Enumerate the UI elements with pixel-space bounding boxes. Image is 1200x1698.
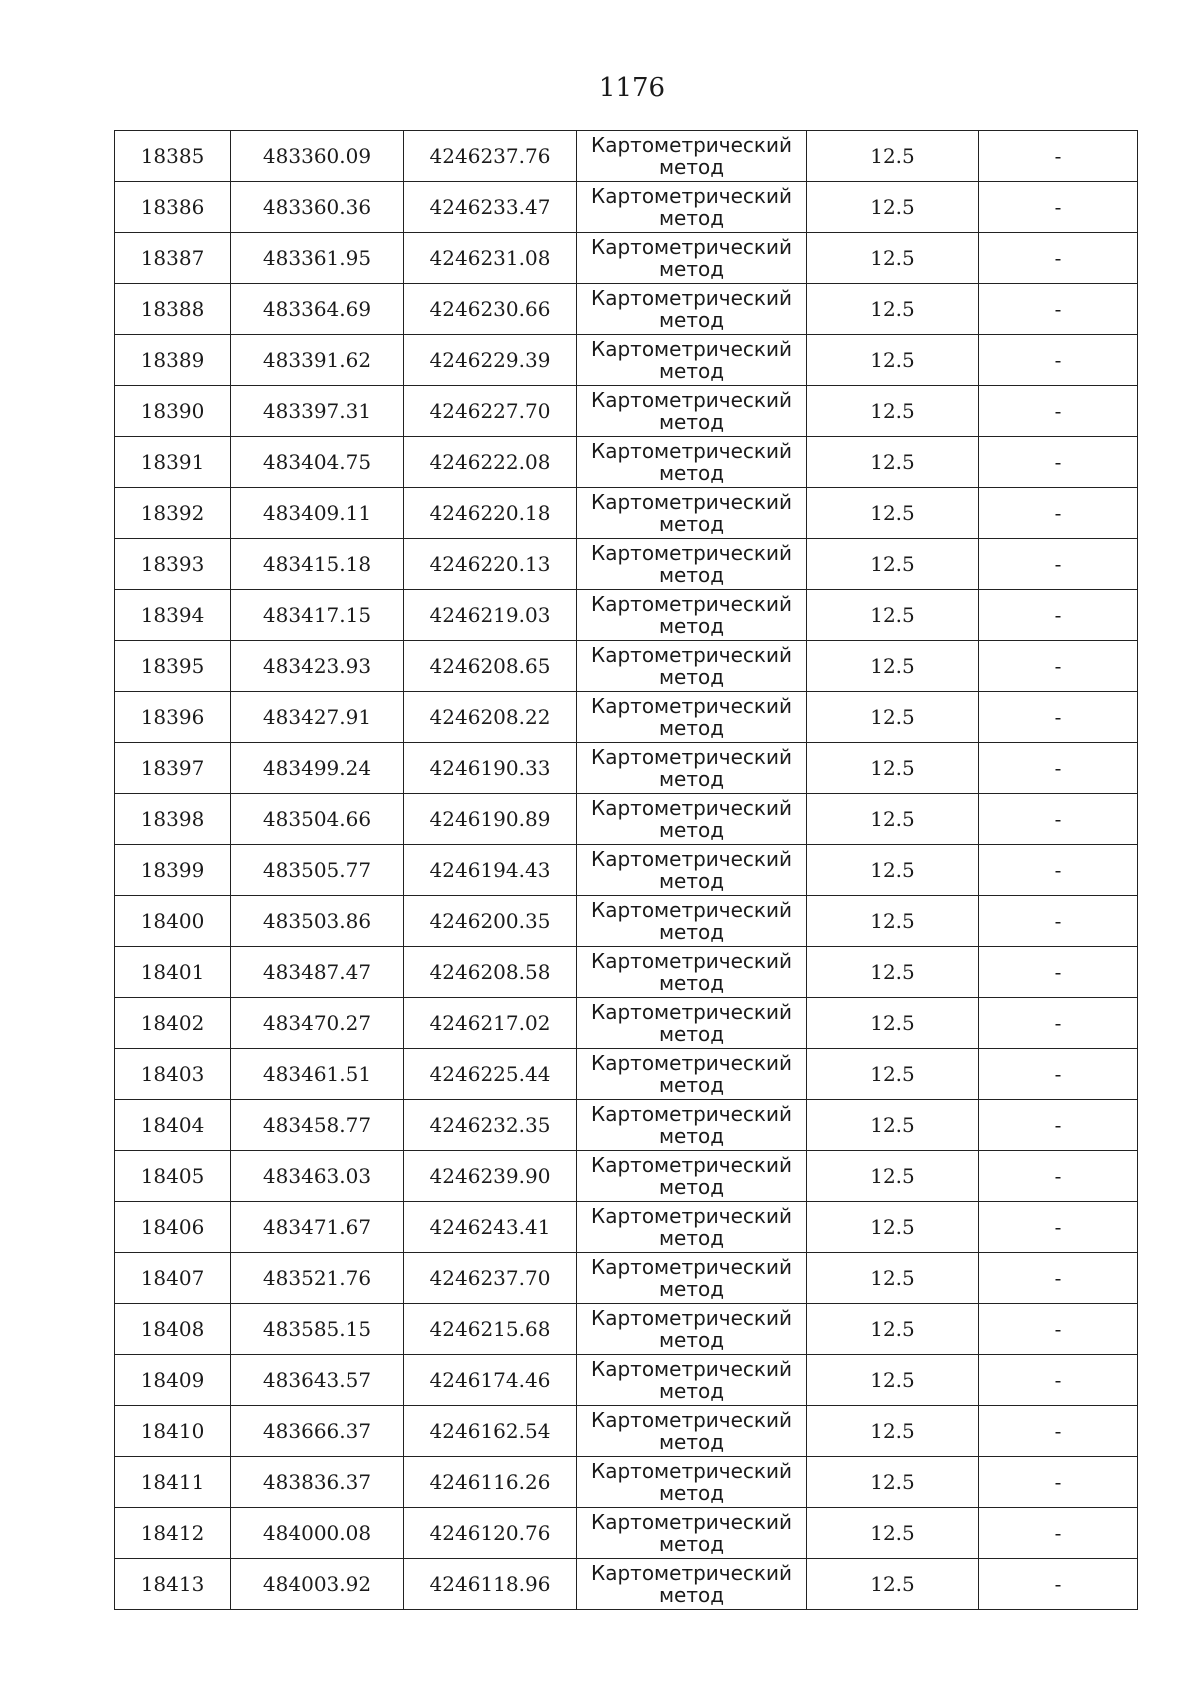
accuracy-cell: 12.5 (807, 794, 979, 845)
accuracy-cell: 12.5 (807, 335, 979, 386)
y-coordinate-cell: 4246208.22 (404, 692, 577, 743)
accuracy-cell: 12.5 (807, 1508, 979, 1559)
x-coordinate-cell: 483360.36 (231, 182, 404, 233)
method-line-2: метод (658, 1175, 725, 1199)
table-row (115, 641, 1138, 692)
point-number-cell: 18397 (115, 743, 231, 794)
accuracy-cell: 12.5 (807, 284, 979, 335)
method-cell (577, 998, 807, 1049)
method-line-1: Картометрический (591, 1255, 792, 1279)
x-coordinate-cell: 483499.24 (231, 743, 404, 794)
table-row (115, 1355, 1138, 1406)
y-coordinate-cell: 4246162.54 (404, 1406, 577, 1457)
method-line-2: метод (658, 869, 725, 893)
method-cell (577, 1151, 807, 1202)
y-coordinate-cell: 4246229.39 (404, 335, 577, 386)
accuracy-cell: 12.5 (807, 1355, 979, 1406)
y-coordinate-cell: 4246116.26 (404, 1457, 577, 1508)
method-cell (577, 437, 807, 488)
method-cell (577, 131, 807, 182)
method-line-1: Картометрический (591, 1510, 792, 1534)
note-cell: - (979, 1355, 1138, 1406)
method-line-1: Картометрический (591, 337, 792, 361)
table-row (115, 845, 1138, 896)
note-cell: - (979, 1202, 1138, 1253)
y-coordinate-cell: 4246208.58 (404, 947, 577, 998)
x-coordinate-cell: 483417.15 (231, 590, 404, 641)
x-coordinate-cell: 483836.37 (231, 1457, 404, 1508)
note-cell: - (979, 1049, 1138, 1100)
accuracy-cell: 12.5 (807, 1457, 979, 1508)
note-cell: - (979, 1508, 1138, 1559)
point-number-cell: 18410 (115, 1406, 231, 1457)
point-number-cell: 18407 (115, 1253, 231, 1304)
method-line-1: Картометрический (591, 133, 792, 157)
accuracy-cell: 12.5 (807, 947, 979, 998)
method-line-2: метод (658, 1073, 725, 1097)
x-coordinate-cell: 483415.18 (231, 539, 404, 590)
page-number: 1176 (598, 73, 666, 103)
method-cell (577, 845, 807, 896)
point-number-cell: 18404 (115, 1100, 231, 1151)
x-coordinate-cell: 483458.77 (231, 1100, 404, 1151)
method-line-1: Картометрический (591, 439, 792, 463)
y-coordinate-cell: 4246237.70 (404, 1253, 577, 1304)
method-cell (577, 1253, 807, 1304)
table-row (115, 1406, 1138, 1457)
method-line-2: метод (658, 155, 725, 179)
point-number-cell: 18403 (115, 1049, 231, 1100)
method-line-2: метод (658, 971, 725, 995)
y-coordinate-cell: 4246118.96 (404, 1559, 577, 1610)
table-row (115, 998, 1138, 1049)
point-number-cell: 18398 (115, 794, 231, 845)
y-coordinate-cell: 4246230.66 (404, 284, 577, 335)
point-number-cell: 18386 (115, 182, 231, 233)
y-coordinate-cell: 4246174.46 (404, 1355, 577, 1406)
accuracy-cell: 12.5 (807, 1304, 979, 1355)
accuracy-cell: 12.5 (807, 590, 979, 641)
method-line-1: Картометрический (591, 1204, 792, 1228)
method-line-1: Картометрический (591, 1459, 792, 1483)
point-number-cell: 18412 (115, 1508, 231, 1559)
method-cell (577, 1559, 807, 1610)
y-coordinate-cell: 4246233.47 (404, 182, 577, 233)
method-line-2: метод (658, 461, 725, 485)
note-cell: - (979, 1253, 1138, 1304)
table-row (115, 1457, 1138, 1508)
point-number-cell: 18395 (115, 641, 231, 692)
x-coordinate-cell: 483505.77 (231, 845, 404, 896)
method-line-1: Картометрический (591, 1102, 792, 1126)
method-line-2: метод (658, 1532, 725, 1556)
table-row (115, 386, 1138, 437)
point-number-cell: 18394 (115, 590, 231, 641)
x-coordinate-cell: 483391.62 (231, 335, 404, 386)
method-cell (577, 233, 807, 284)
point-number-cell: 18399 (115, 845, 231, 896)
method-line-1: Картометрический (591, 490, 792, 514)
y-coordinate-cell: 4246239.90 (404, 1151, 577, 1202)
table-row (115, 488, 1138, 539)
table-row (115, 1253, 1138, 1304)
method-cell (577, 1100, 807, 1151)
y-coordinate-cell: 4246194.43 (404, 845, 577, 896)
table-row (115, 896, 1138, 947)
method-line-1: Картометрический (591, 1051, 792, 1075)
point-number-cell: 18401 (115, 947, 231, 998)
method-line-2: метод (658, 308, 725, 332)
point-number-cell: 18388 (115, 284, 231, 335)
x-coordinate-cell: 483360.09 (231, 131, 404, 182)
method-line-2: метод (658, 512, 725, 536)
method-line-1: Картометрический (591, 694, 792, 718)
note-cell: - (979, 335, 1138, 386)
method-line-2: метод (658, 716, 725, 740)
coordinates-table-body (115, 131, 1138, 1610)
table-row (115, 692, 1138, 743)
note-cell: - (979, 998, 1138, 1049)
method-line-1: Картометрический (591, 847, 792, 871)
x-coordinate-cell: 484003.92 (231, 1559, 404, 1610)
method-line-2: метод (658, 1277, 725, 1301)
method-line-2: метод (658, 614, 725, 638)
table-row (115, 1202, 1138, 1253)
x-coordinate-cell: 483404.75 (231, 437, 404, 488)
point-number-cell: 18400 (115, 896, 231, 947)
method-cell (577, 284, 807, 335)
y-coordinate-cell: 4246225.44 (404, 1049, 577, 1100)
note-cell: - (979, 947, 1138, 998)
y-coordinate-cell: 4246232.35 (404, 1100, 577, 1151)
coordinates-table (114, 130, 1138, 1610)
note-cell: - (979, 437, 1138, 488)
note-cell: - (979, 794, 1138, 845)
x-coordinate-cell: 483503.86 (231, 896, 404, 947)
note-cell: - (979, 1304, 1138, 1355)
note-cell: - (979, 845, 1138, 896)
method-line-1: Картометрический (591, 388, 792, 412)
note-cell: - (979, 590, 1138, 641)
method-cell (577, 182, 807, 233)
table-row (115, 1151, 1138, 1202)
table-row (115, 1559, 1138, 1610)
method-line-1: Картометрический (591, 949, 792, 973)
method-line-2: метод (658, 1481, 725, 1505)
x-coordinate-cell: 483461.51 (231, 1049, 404, 1100)
note-cell: - (979, 641, 1138, 692)
point-number-cell: 18392 (115, 488, 231, 539)
note-cell: - (979, 743, 1138, 794)
y-coordinate-cell: 4246231.08 (404, 233, 577, 284)
method-line-1: Картометрический (591, 1561, 792, 1585)
y-coordinate-cell: 4246215.68 (404, 1304, 577, 1355)
table-row (115, 437, 1138, 488)
point-number-cell: 18387 (115, 233, 231, 284)
y-coordinate-cell: 4246237.76 (404, 131, 577, 182)
method-line-1: Картометрический (591, 796, 792, 820)
accuracy-cell: 12.5 (807, 1049, 979, 1100)
point-number-cell: 18411 (115, 1457, 231, 1508)
method-line-2: метод (658, 665, 725, 689)
x-coordinate-cell: 483397.31 (231, 386, 404, 437)
accuracy-cell: 12.5 (807, 998, 979, 1049)
table-row (115, 743, 1138, 794)
note-cell: - (979, 1559, 1138, 1610)
table-row (115, 1508, 1138, 1559)
table-row (115, 335, 1138, 386)
y-coordinate-cell: 4246227.70 (404, 386, 577, 437)
method-line-1: Картометрический (591, 643, 792, 667)
method-line-2: метод (658, 920, 725, 944)
method-line-2: метод (658, 1226, 725, 1250)
y-coordinate-cell: 4246120.76 (404, 1508, 577, 1559)
table-row (115, 233, 1138, 284)
method-cell (577, 1202, 807, 1253)
method-line-2: метод (658, 563, 725, 587)
x-coordinate-cell: 483470.27 (231, 998, 404, 1049)
x-coordinate-cell: 483487.47 (231, 947, 404, 998)
method-line-2: метод (658, 359, 725, 383)
method-cell (577, 641, 807, 692)
method-cell (577, 1049, 807, 1100)
y-coordinate-cell: 4246243.41 (404, 1202, 577, 1253)
method-line-2: метод (658, 410, 725, 434)
y-coordinate-cell: 4246219.03 (404, 590, 577, 641)
x-coordinate-cell: 483423.93 (231, 641, 404, 692)
note-cell: - (979, 284, 1138, 335)
accuracy-cell: 12.5 (807, 233, 979, 284)
note-cell: - (979, 692, 1138, 743)
accuracy-cell: 12.5 (807, 641, 979, 692)
note-cell: - (979, 386, 1138, 437)
y-coordinate-cell: 4246190.89 (404, 794, 577, 845)
table-row (115, 1100, 1138, 1151)
method-cell (577, 590, 807, 641)
method-line-2: метод (658, 1430, 725, 1454)
method-cell (577, 539, 807, 590)
accuracy-cell: 12.5 (807, 1100, 979, 1151)
method-cell (577, 896, 807, 947)
method-line-1: Картометрический (591, 235, 792, 259)
accuracy-cell: 12.5 (807, 1151, 979, 1202)
method-cell (577, 947, 807, 998)
method-line-1: Картометрический (591, 184, 792, 208)
method-cell (577, 1457, 807, 1508)
method-line-1: Картометрический (591, 1306, 792, 1330)
note-cell: - (979, 1100, 1138, 1151)
accuracy-cell: 12.5 (807, 539, 979, 590)
method-line-2: метод (658, 206, 725, 230)
method-line-1: Картометрический (591, 541, 792, 565)
note-cell: - (979, 1406, 1138, 1457)
method-line-1: Картометрический (591, 1408, 792, 1432)
method-cell (577, 743, 807, 794)
y-coordinate-cell: 4246208.65 (404, 641, 577, 692)
x-coordinate-cell: 483409.11 (231, 488, 404, 539)
method-line-1: Картометрический (591, 898, 792, 922)
point-number-cell: 18406 (115, 1202, 231, 1253)
x-coordinate-cell: 483463.03 (231, 1151, 404, 1202)
method-cell (577, 386, 807, 437)
x-coordinate-cell: 483361.95 (231, 233, 404, 284)
method-cell (577, 1406, 807, 1457)
method-cell (577, 1508, 807, 1559)
y-coordinate-cell: 4246222.08 (404, 437, 577, 488)
note-cell: - (979, 1457, 1138, 1508)
table-row (115, 1304, 1138, 1355)
point-number-cell: 18391 (115, 437, 231, 488)
method-line-2: метод (658, 1328, 725, 1352)
accuracy-cell: 12.5 (807, 1253, 979, 1304)
y-coordinate-cell: 4246190.33 (404, 743, 577, 794)
accuracy-cell: 12.5 (807, 743, 979, 794)
accuracy-cell: 12.5 (807, 845, 979, 896)
method-line-2: метод (658, 1583, 725, 1607)
method-line-1: Картометрический (591, 592, 792, 616)
y-coordinate-cell: 4246220.18 (404, 488, 577, 539)
method-line-2: метод (658, 257, 725, 281)
accuracy-cell: 12.5 (807, 182, 979, 233)
method-cell (577, 1355, 807, 1406)
table-row (115, 131, 1138, 182)
table-row (115, 284, 1138, 335)
y-coordinate-cell: 4246200.35 (404, 896, 577, 947)
point-number-cell: 18409 (115, 1355, 231, 1406)
x-coordinate-cell: 483427.91 (231, 692, 404, 743)
table-row (115, 539, 1138, 590)
accuracy-cell: 12.5 (807, 437, 979, 488)
x-coordinate-cell: 483364.69 (231, 284, 404, 335)
accuracy-cell: 12.5 (807, 1202, 979, 1253)
note-cell: - (979, 182, 1138, 233)
x-coordinate-cell: 483666.37 (231, 1406, 404, 1457)
accuracy-cell: 12.5 (807, 131, 979, 182)
method-line-2: метод (658, 1124, 725, 1148)
point-number-cell: 18390 (115, 386, 231, 437)
method-line-2: метод (658, 1022, 725, 1046)
accuracy-cell: 12.5 (807, 488, 979, 539)
point-number-cell: 18396 (115, 692, 231, 743)
method-cell (577, 1304, 807, 1355)
method-line-1: Картометрический (591, 745, 792, 769)
accuracy-cell: 12.5 (807, 896, 979, 947)
method-cell (577, 488, 807, 539)
note-cell: - (979, 131, 1138, 182)
x-coordinate-cell: 483471.67 (231, 1202, 404, 1253)
table-row (115, 1049, 1138, 1100)
note-cell: - (979, 896, 1138, 947)
point-number-cell: 18402 (115, 998, 231, 1049)
point-number-cell: 18385 (115, 131, 231, 182)
point-number-cell: 18389 (115, 335, 231, 386)
note-cell: - (979, 1151, 1138, 1202)
y-coordinate-cell: 4246217.02 (404, 998, 577, 1049)
point-number-cell: 18408 (115, 1304, 231, 1355)
method-line-1: Картометрический (591, 1153, 792, 1177)
y-coordinate-cell: 4246220.13 (404, 539, 577, 590)
method-line-1: Картометрический (591, 286, 792, 310)
x-coordinate-cell: 483521.76 (231, 1253, 404, 1304)
method-line-2: метод (658, 1379, 725, 1403)
point-number-cell: 18405 (115, 1151, 231, 1202)
method-cell (577, 692, 807, 743)
method-cell (577, 335, 807, 386)
accuracy-cell: 12.5 (807, 1406, 979, 1457)
method-line-1: Картометрический (591, 1357, 792, 1381)
x-coordinate-cell: 484000.08 (231, 1508, 404, 1559)
method-line-2: метод (658, 818, 725, 842)
method-line-1: Картометрический (591, 1000, 792, 1024)
note-cell: - (979, 233, 1138, 284)
note-cell: - (979, 488, 1138, 539)
method-cell (577, 794, 807, 845)
accuracy-cell: 12.5 (807, 1559, 979, 1610)
table-row (115, 794, 1138, 845)
x-coordinate-cell: 483643.57 (231, 1355, 404, 1406)
point-number-cell: 18413 (115, 1559, 231, 1610)
accuracy-cell: 12.5 (807, 692, 979, 743)
table-row (115, 182, 1138, 233)
table-row (115, 590, 1138, 641)
accuracy-cell: 12.5 (807, 386, 979, 437)
method-line-2: метод (658, 767, 725, 791)
x-coordinate-cell: 483585.15 (231, 1304, 404, 1355)
point-number-cell: 18393 (115, 539, 231, 590)
table-row (115, 947, 1138, 998)
note-cell: - (979, 539, 1138, 590)
x-coordinate-cell: 483504.66 (231, 794, 404, 845)
